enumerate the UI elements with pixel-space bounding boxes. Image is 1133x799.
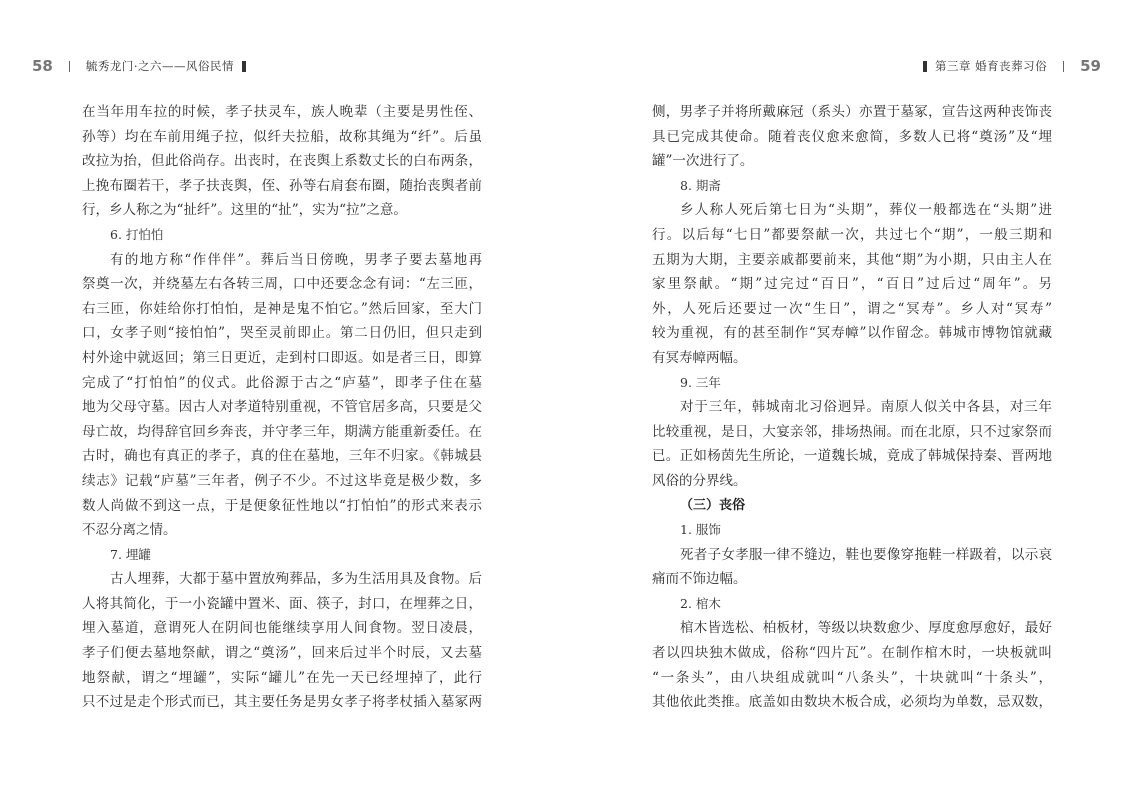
text-line: 数人尚做不到这一点，于是便象征性地以“打怕怕”的形式来表示 (82, 497, 482, 514)
text-line: 有的地方称“作伴伴”。葬后当日傍晚，男孝子要去墓地再 (110, 251, 482, 268)
left-page-body (82, 100, 482, 715)
running-title: 毓秀龙门·之六——风俗民情 (85, 59, 235, 73)
text-line: 行。以后每“七日”都要祭献一次，共过七个“期”，一般三期和 (652, 226, 1052, 243)
text-line: 埋入墓道，意谓死人在阴间也能继续享用人间食物。翌日凌晨， (82, 620, 482, 637)
running-title: 第三章 婚育丧葬习俗 (934, 59, 1048, 73)
text-line: 右三匝，你娃给你打怕怕，是神是鬼不怕它。”然后回家，至大门 (82, 300, 482, 317)
subsection-heading: 1. 服饰 (680, 522, 721, 538)
subsection-heading: 9. 三年 (680, 374, 721, 390)
text-line: 较为重视，有的甚至制作“冥寿幛”以作留念。韩城市博物馆就藏 (652, 325, 1052, 342)
text-line: 只不过是走个形式而已，其主要任务是男女孝子将孝杖插入墓冢两 (82, 694, 482, 711)
text-line: 地为父母守墓。因古人对孝道特别重视，不管官居多高，只要是父 (82, 399, 482, 416)
left-running-header (32, 55, 254, 77)
text-line: 其他依此类推。底盖如由数块木板合成，必须均为单数，忌双数， (652, 694, 1052, 711)
text-line: 村外途中就返回；第三日更近，走到村口即返。如是者三日，即算 (82, 349, 482, 366)
text-line: 改拉为抬，但此俗尚存。出丧时，在丧舆上系数丈长的白布两条， (82, 153, 482, 170)
subsection-heading: 2. 棺木 (680, 595, 721, 611)
text-line: 不忍分离之情。 (82, 522, 177, 539)
header-block-mark (242, 61, 246, 72)
text-line: 具已完成其使命。随着丧仪愈来愈简，多数人已将“奠汤”及“埋 (652, 128, 1052, 145)
text-line: 五期为大期，主要亲戚都要前来，其他“期”为小期，只由主人在 (652, 251, 1052, 268)
header-divider (1063, 61, 1064, 72)
text-line: 风俗的分界线。 (652, 472, 747, 489)
text-line: 家里祭献。“期”过完过“百日”，“百日”过后过“周年”。另 (652, 276, 1052, 293)
text-line: 比较重视，是日，大宴亲邻，排场热闹。而在北原，只不过家祭而 (652, 423, 1052, 440)
text-line: 外，人死后还要过一次“生日”，谓之“冥寿”。乡人对“冥寿” (652, 300, 1052, 317)
text-line: 对于三年，韩城南北习俗迥异。南原人似关中各县，对三年 (680, 399, 1052, 416)
text-line: 孙等）均在车前用绳子拉，似纤夫拉船，故称其绳为“纤”。后虽 (82, 128, 482, 145)
text-line: 古人埋葬，大都于墓中置放殉葬品，多为生活用具及食物。后 (110, 571, 482, 588)
left-page (0, 0, 566, 799)
text-line: 在当年用车拉的时候，孝子扶灵车，族人晚辈（主要是男性侄、 (82, 104, 482, 120)
subsection-heading: 7. 埋罐 (110, 546, 151, 562)
text-line: 乡人称人死后第七日为“头期”，葬仪一般都选在“头期”进 (680, 202, 1052, 219)
text-line: 上挽布圈若干，孝子扶丧舆，侄、孙等右肩套布圈，随抬丧舆者前 (82, 177, 482, 194)
subsection-heading: 6. 打怕怕 (110, 226, 164, 242)
text-line: 已。正如杨茵先生所论，一道魏长城，竟成了韩城保持秦、晋两地 (652, 448, 1052, 465)
section-heading: （三）丧俗 (680, 497, 746, 513)
text-line: 续志》记载“庐墓”三年者，例子不少。不过这毕竟是极少数，多 (82, 472, 482, 489)
header-block-mark (923, 61, 927, 72)
right-page-body (652, 100, 1052, 715)
text-line: 死者子女孝服一律不缝边，鞋也要像穿拖鞋一样趿着，以示哀 (680, 546, 1052, 563)
text-line: 古时，确也有真正的孝子，真的住在墓地，三年不归家。《韩城县 (82, 448, 482, 465)
text-line: 罐”一次进行了。 (652, 153, 754, 170)
right-page (567, 0, 1133, 799)
page-number: 59 (1080, 57, 1101, 75)
text-line: 行，乡人称之为“扯纤”。这里的“扯”，实为“拉”之意。 (82, 202, 407, 219)
text-line: 口，女孝子则“接怕怕”，哭至灵前即止。第二日仍旧，但只走到 (82, 325, 482, 342)
text-line: “一条头”，由八块组成就叫“八条头”，十块就叫“十条头”， (652, 669, 1052, 686)
text-line: 人将其简化，于一小瓷罐中置米、面、筷子，封口，在埋葬之日， (82, 595, 482, 612)
text-line: 者以四块独木做成，俗称“四片瓦”。在制作棺木时，一块板就叫 (652, 645, 1052, 662)
text-line: 地祭献，谓之“埋罐”，实际“罐儿”在先一天已经埋掉了，此行 (82, 669, 482, 686)
text-line: 母亡故，均得辞官回乡奔丧，并守孝三年，期满方能重新委任。在 (82, 423, 482, 440)
text-line: 痛而不饰边幅。 (652, 571, 747, 588)
text-line: 侧，男孝子并将所戴麻冠（系头）亦置于墓冢，宣告这两种丧饰丧 (652, 104, 1052, 120)
text-line: 祭奠一次，并绕墓左右各转三周，口中还要念念有词：“左三匝， (82, 276, 482, 293)
header-divider (69, 61, 70, 72)
text-line: 棺木皆选松、柏板材，等级以块数愈少、厚度愈厚愈好，最好 (680, 620, 1052, 637)
page-number: 58 (32, 57, 53, 75)
text-line: 完成了“打怕怕”的仪式。此俗源于古之“庐墓”，即孝子住在墓 (82, 374, 482, 391)
subsection-heading: 8. 期斋 (680, 177, 721, 193)
text-line: 有冥寿幛两幅。 (652, 349, 747, 366)
right-running-header (915, 55, 1101, 77)
text-line: 孝子们便去墓地祭献，谓之“奠汤”，回来后过半个时辰，又去墓 (82, 645, 482, 662)
